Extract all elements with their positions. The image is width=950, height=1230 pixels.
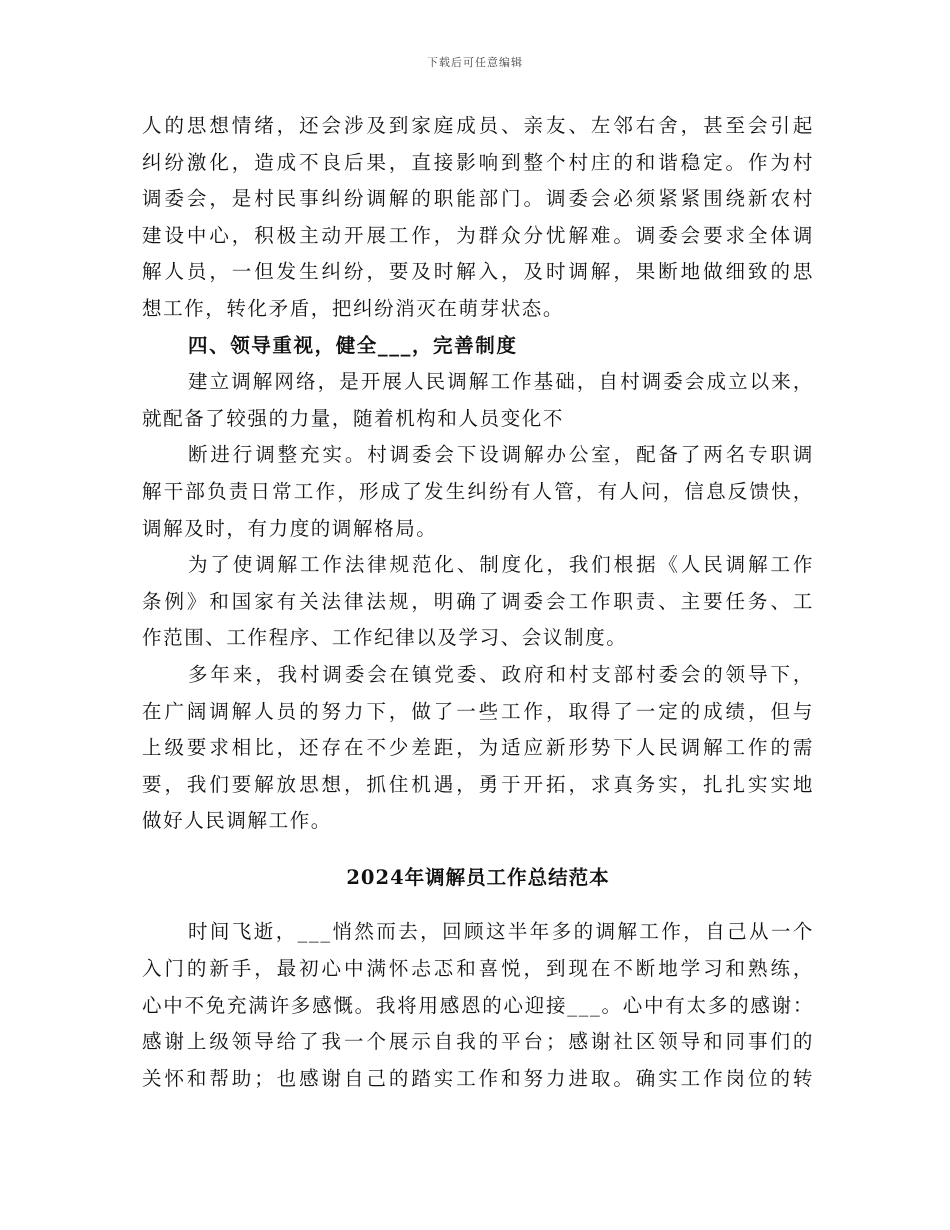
document-body (142, 108, 814, 1097)
paragraph-line: 时间飞逝，___悄然而去，回顾这半年多的调解工作，自己从一个 (188, 920, 814, 944)
paragraph-line: 调解及时，有力度的调解格局。 (142, 516, 438, 540)
section-heading: 四、领导重视，健全___，完善制度 (188, 333, 518, 357)
paragraph-line: 心中不免充满许多感慨。我将用感恩的心迎接___。心中有太多的感谢： (142, 993, 814, 1017)
paragraph-line: 为了使调解工作法律规范化、制度化，我们根据《人民调解工作 (188, 553, 814, 577)
paragraph-line: 做好人民调解工作。 (142, 809, 332, 833)
paragraph-line: 在广阔调解人员的努力下，做了一些工作，取得了一定的成绩，但与 (142, 699, 814, 723)
paragraph-line: 调委会，是村民事纠纷调解的职能部门。调委会必须紧紧围绕新农村 (142, 187, 814, 211)
paragraph-line: 多年来，我村调委会在镇党委、政府和村支部村委会的领导下， (188, 662, 814, 686)
document-title: 2024年调解员工作总结范本 (346, 865, 610, 889)
paragraph-line: 条例》和国家有关法律法规，明确了调委会工作职责、主要任务、工 (142, 589, 814, 613)
paragraph-line: 要，我们要解放思想，抓住机遇，勇于开拓，求真务实，扎扎实实地 (142, 772, 814, 796)
paragraph-line: 感谢上级领导给了我一个展示自我的平台；感谢社区领导和同事们的 (142, 1030, 814, 1054)
paragraph-line: 人的思想情绪，还会涉及到家庭成员、亲友、左邻右舍，甚至会引起 (142, 114, 814, 137)
paragraph-line: 解干部负责日常工作，形成了发生纠纷有人管，有人问，信息反馈快， (142, 479, 814, 503)
paragraph-line: 建立调解网络，是开展人民调解工作基础，自村调委会成立以来， (188, 370, 814, 394)
paragraph-line: 关怀和帮助；也感谢自己的踏实工作和努力进取。确实工作岗位的转 (142, 1066, 814, 1090)
page-header: 下载后可任意编辑 (427, 56, 523, 69)
paragraph-line: 就配备了较强的力量，随着机构和人员变化不 (142, 406, 565, 430)
paragraph-line: 纠纷激化，造成不良后果，直接影响到整个村庄的和谐稳定。作为村 (142, 150, 814, 174)
paragraph-line: 入门的新手，最初心中满怀忐忑和喜悦，到现在不断地学习和熟练， (142, 957, 814, 981)
paragraph-line: 想工作，转化矛盾，把纠纷消灭在萌芽状态。 (142, 296, 565, 320)
paragraph-line: 作范围、工作程序、工作纪律以及学习、会议制度。 (142, 626, 628, 650)
paragraph-line: 上级要求相比，还存在不少差距，为适应新形势下人民调解工作的需 (142, 736, 814, 760)
paragraph-line: 解人员，一但发生纠纷，要及时解入，及时调解，果断地做细致的思 (142, 260, 814, 284)
paragraph-line: 断进行调整充实。村调委会下设调解办公室，配备了两名专职调 (188, 443, 814, 467)
paragraph-line: 建设中心，积极主动开展工作，为群众分忧解难。调委会要求全体调 (142, 223, 814, 247)
